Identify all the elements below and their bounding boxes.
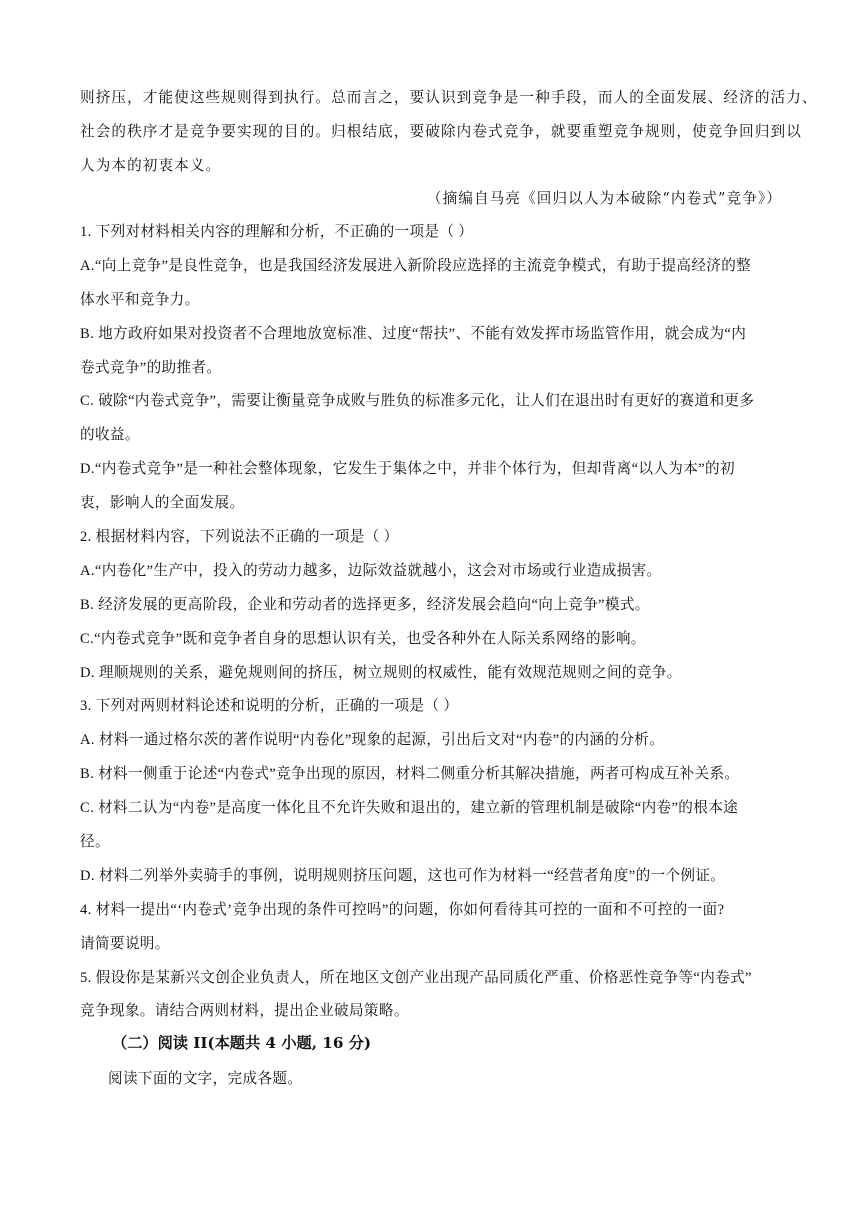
question-2-option-b: B. 经济发展的更高阶段，企业和劳动者的选择更多，经济发展会趋向“向上竞争”模式。 [80, 597, 650, 613]
section-heading: （二）阅读 II(本题共 4 小题, 16 分) [112, 1034, 372, 1052]
passage-line-2: 社会的秩序才是竞争要实现的目的。归根结底，要破除内卷式竞争，就要重塑竞争规则，使竞争回归到以 [80, 123, 802, 140]
question-3-option-b: B. 材料一侧重于论述“内卷式”竞争出现的原因，材料二侧重分析其解决措施，两者可构成互补关系。 [80, 766, 740, 782]
question-1-option-b-cont: 卷式竞争”的助推者。 [80, 360, 222, 376]
question-2-stem: 2. 根据材料内容，下列说法不正确的一项是（ ） [80, 529, 399, 545]
question-4-stem-cont: 请简要说明。 [80, 936, 170, 952]
question-3-option-c: C. 材料二认为“内卷”是高度一体化且不允许失败和退出的，建立新的管理机制是破除“内卷”的根本途 [80, 800, 739, 816]
question-1-option-c-cont: 的收益。 [80, 427, 140, 443]
passage-line-3: 人为本的初衷本义。 [80, 157, 222, 174]
question-5-stem: 5. 假设你是某新兴文创企业负责人，所在地区文创产业出现产品同质化严重、价格恶性竞争等“内卷式” [80, 970, 752, 986]
question-1-option-b: B. 地方政府如果对投资者不合理地放宽标准、过度“帮扶”、不能有效发挥市场监管作用，就会成为“内 [80, 326, 747, 342]
question-3-option-c-cont: 径。 [80, 834, 110, 850]
section-instruction: 阅读下面的文字，完成各题。 [108, 1071, 303, 1087]
question-1-option-a: A.“向上竞争”是良性竞争，也是我国经济发展进入新阶段应选择的主流竞争模式，有助于提高经济的整 [80, 258, 752, 274]
question-3-stem: 3. 下列对两则材料论述和说明的分析，正确的一项是（ ） [80, 698, 459, 714]
question-4-stem: 4. 材料一提出“‘内卷式’竞争出现的条件可控吗”的问题，你如何看待其可控的一面和不可控的一面? [80, 902, 725, 918]
question-3-option-d: D. 材料二列举外卖骑手的事例，说明规则挤压问题，这也可作为材料一“经营者角度”的一个例证。 [80, 868, 726, 884]
passage-line-1: 则挤压，才能使这些规则得到执行。总而言之，要认识到竞争是一种手段，而人的全面发展、经济的活力、 [80, 89, 818, 106]
question-1-option-c: C. 破除“内卷式竞争”，需要让衡量竞争成败与胜负的标准多元化，让人们在退出时有更好的赛道和更多 [80, 393, 755, 409]
passage-source: （摘编自马亮《回归以人为本破除“内卷式”竞争》） [426, 190, 782, 207]
question-1-option-d: D.“内卷式竞争”是一种社会整体现象，它发生于集体之中，并非个体行为，但却背离“以人为本”的初 [80, 461, 735, 477]
question-2-option-a: A.“内卷化”生产中，投入的劳动力越多，边际效益就越小，这会对市场或行业造成损害。 [80, 563, 662, 579]
question-5-stem-cont: 竞争现象。请结合两则材料，提出企业破局策略。 [80, 1003, 409, 1019]
question-1-option-d-cont: 衷，影响人的全面发展。 [80, 495, 245, 511]
question-2-option-d: D. 理顺规则的关系，避免规则间的挤压，树立规则的权威性，能有效规范规则之间的竞争。 [80, 665, 682, 681]
question-2-option-c: C.“内卷式竞争”既和竞争者自身的思想认识有关，也受各种外在人际关系网络的影响。 [80, 631, 646, 647]
question-1-stem: 1. 下列对材料相关内容的理解和分析，不正确的一项是（ ） [80, 224, 474, 240]
question-3-option-a: A. 材料一通过格尔茨的著作说明“内卷化”现象的起源，引出后文对“内卷”的内涵的分析。 [80, 732, 665, 748]
question-1-option-a-cont: 体水平和竞争力。 [80, 292, 200, 308]
